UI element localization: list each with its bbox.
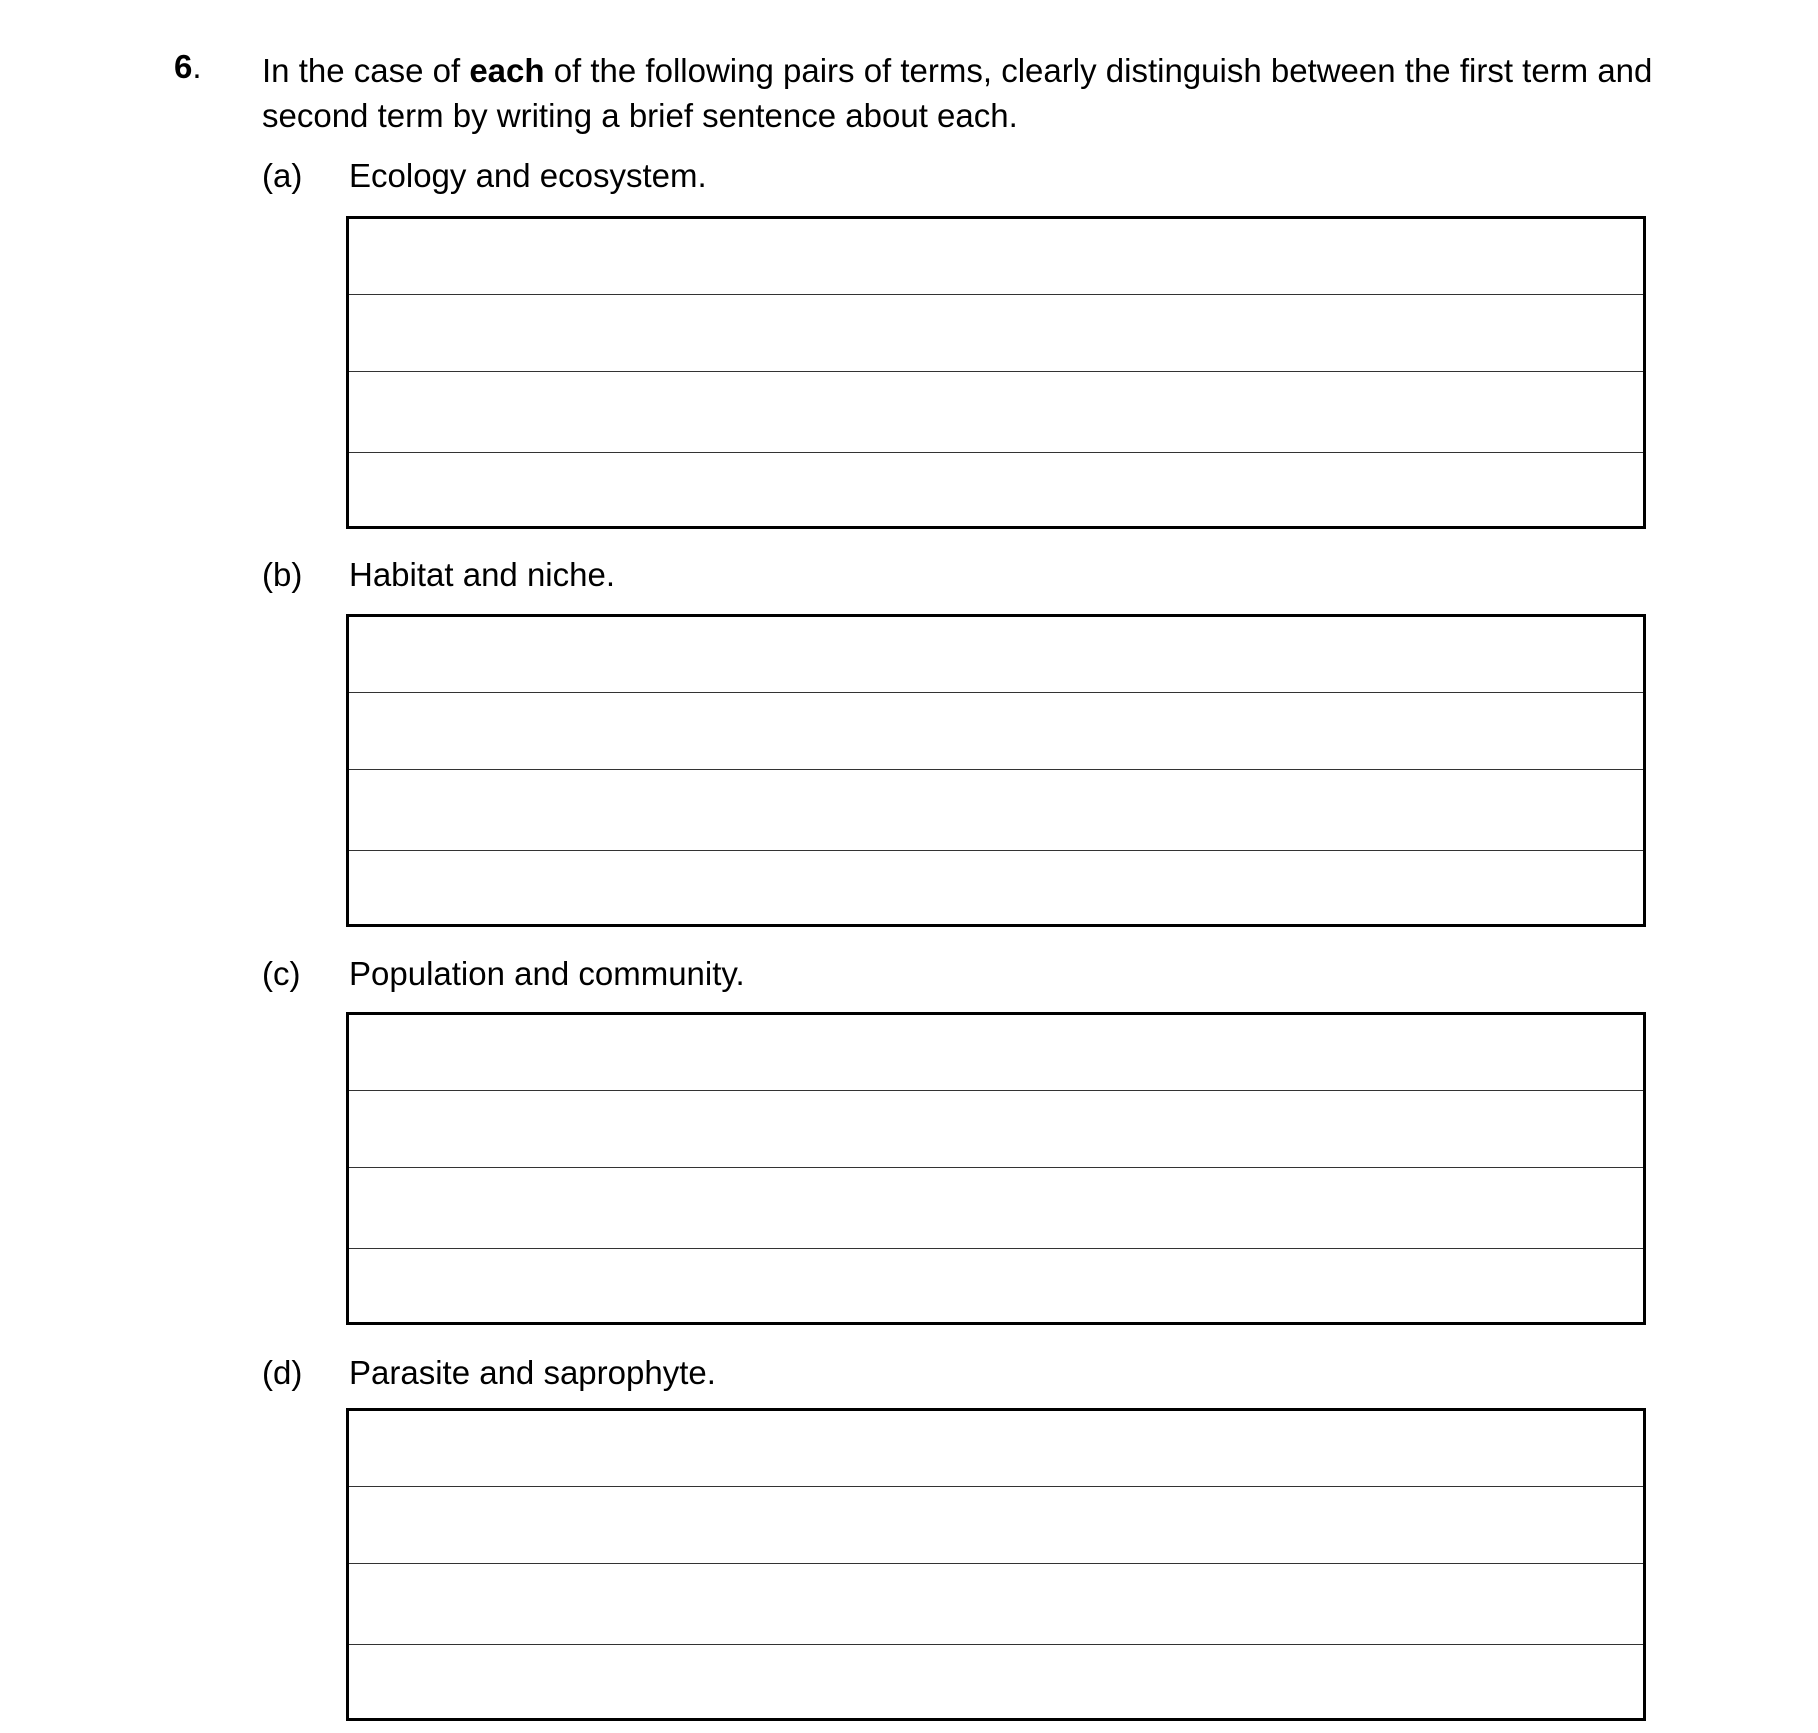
answer-line bbox=[349, 850, 1643, 851]
part-d-answer-box[interactable] bbox=[346, 1408, 1646, 1721]
answer-line bbox=[349, 1090, 1643, 1091]
answer-line bbox=[349, 371, 1643, 372]
part-d-text: Parasite and saprophyte. bbox=[349, 1354, 716, 1391]
answer-line bbox=[349, 1563, 1643, 1564]
part-a-label: (a) bbox=[262, 157, 303, 194]
answer-line bbox=[349, 1248, 1643, 1249]
answer-line bbox=[349, 1167, 1643, 1168]
part-b-text: Habitat and niche. bbox=[349, 556, 616, 593]
part-a-answer-box[interactable] bbox=[346, 216, 1646, 529]
part-a-text: Ecology and ecosystem. bbox=[349, 157, 707, 194]
question-prompt bbox=[262, 48, 1662, 138]
answer-line bbox=[349, 1644, 1643, 1645]
prompt-text-emphasis: each bbox=[469, 52, 545, 89]
question-number-suffix: . bbox=[192, 48, 202, 85]
prompt-text-start: In the case of bbox=[262, 52, 470, 89]
answer-line bbox=[349, 1486, 1643, 1487]
part-c-text: Population and community. bbox=[349, 955, 745, 992]
answer-line bbox=[349, 294, 1643, 295]
prompt-text-end: of the following pairs of terms, clearly distinguish between the first term and second term by writing a brief sentence about each. bbox=[262, 52, 1653, 134]
question-number-value: 6 bbox=[174, 48, 193, 85]
question-number bbox=[174, 48, 202, 86]
part-b-answer-box[interactable] bbox=[346, 614, 1646, 927]
part-c-answer-box[interactable] bbox=[346, 1012, 1646, 1325]
answer-line bbox=[349, 452, 1643, 453]
part-c-label: (c) bbox=[262, 955, 301, 992]
answer-line bbox=[349, 692, 1643, 693]
part-b-label: (b) bbox=[262, 556, 303, 593]
part-d-label: (d) bbox=[262, 1354, 303, 1391]
answer-line bbox=[349, 769, 1643, 770]
